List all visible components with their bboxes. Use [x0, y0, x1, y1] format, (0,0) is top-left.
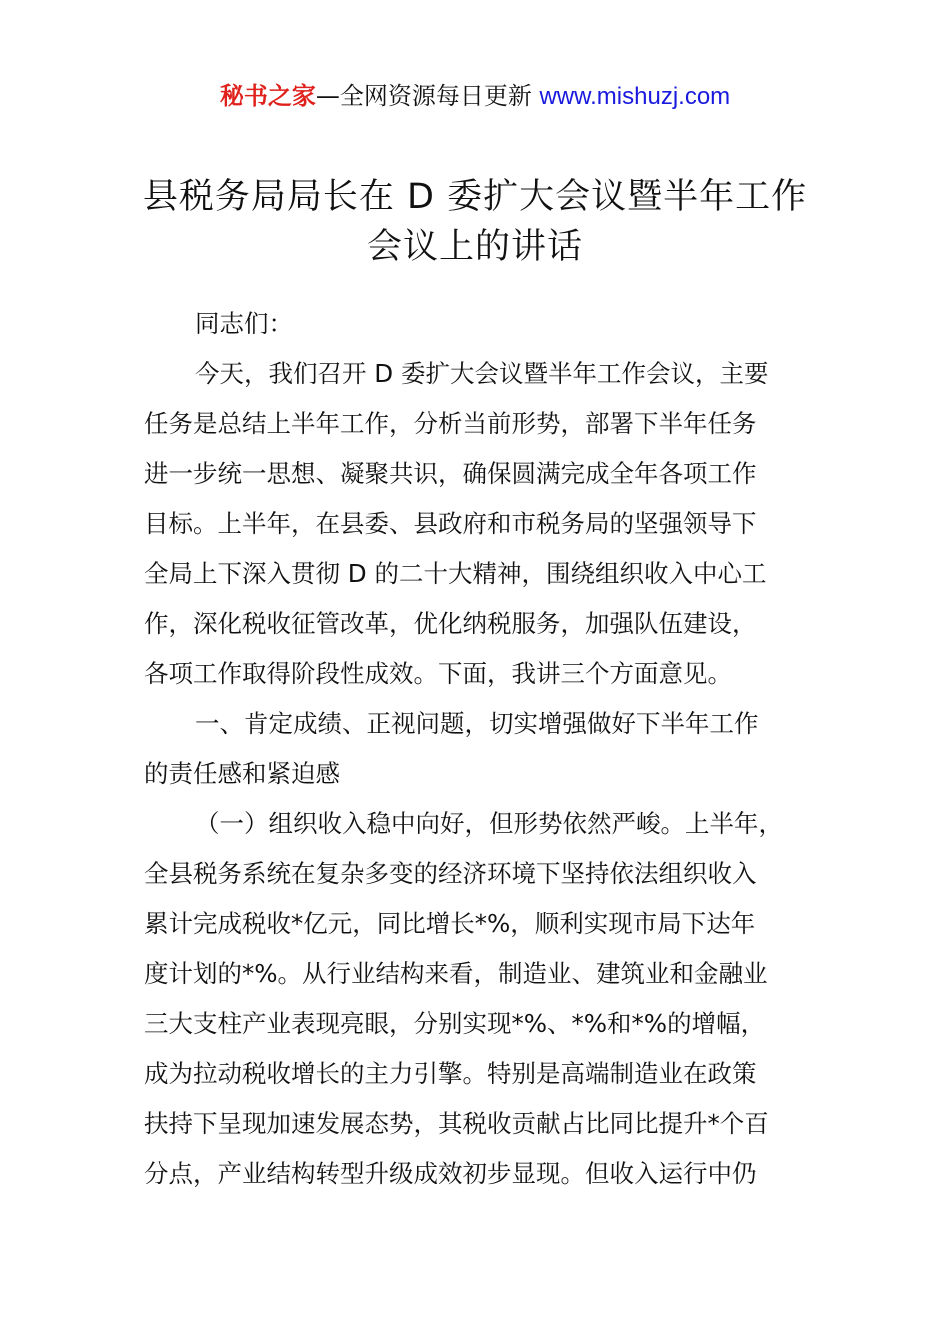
paragraph-line: 全县税务系统在复杂多变的经济环境下坚持依法组织收入: [144, 859, 757, 888]
paragraph-line: 扶持下呈现加速发展态势，其税收贡献占比同比提升*个百: [144, 1109, 769, 1138]
site-header: [0, 80, 950, 113]
paragraph-line: 目标。上半年，在县委、县政府和市税务局的坚强领导下: [144, 509, 757, 538]
paragraph-line: 分点，产业结构转型升级成效初步显现。但收入运行中仍: [144, 1159, 757, 1188]
title-line-1: 县税务局局长在 D 委扩大会议暨半年工作: [142, 177, 808, 217]
paragraph-line: 全局上下深入贯彻 D 的二十大精神，围绕组织收入中心工: [144, 559, 767, 588]
paragraph-line: 成为拉动税收增长的主力引擎。特别是高端制造业在政策: [144, 1059, 757, 1088]
paragraph-line: 累计完成税收*亿元，同比增长*%，顺利实现市局下达年: [144, 909, 756, 938]
paragraph-line: 任务是总结上半年工作，分析当前形势，部署下半年任务: [144, 409, 757, 438]
paragraph-line: （一）组织收入稳中向好，但形势依然严峻。上半年，: [195, 809, 783, 838]
paragraph-line: 度计划的*%。从行业结构来看，制造业、建筑业和金融业: [144, 959, 768, 988]
paragraph-line: 进一步统一思想、凝聚共识，确保圆满完成全年各项工作: [144, 459, 757, 488]
document-title: [100, 172, 850, 272]
salutation: 同志们：: [195, 309, 293, 338]
paragraph-line: 三大支柱产业表现亮眼，分别实现*%、*%和*%的增幅，: [144, 1009, 766, 1038]
section-heading: 的责任感和紧迫感: [144, 759, 340, 788]
document-body: [144, 299, 814, 1199]
title-line-2: 会议上的讲话: [366, 227, 583, 267]
paragraph-line: 今天，我们召开 D 委扩大会议暨半年工作会议，主要: [195, 359, 769, 388]
site-url-link[interactable]: www.mishuzj.com: [539, 83, 731, 110]
site-slogan: —全网资源每日更新: [315, 82, 540, 110]
paragraph-line: 作，深化税收征管改革，优化纳税服务，加强队伍建设，: [144, 609, 757, 638]
section-heading: 一、肯定成绩、正视问题，切实增强做好下半年工作: [195, 709, 759, 738]
site-brand: 秘书之家: [219, 82, 316, 110]
paragraph-line: 各项工作取得阶段性成效。下面，我讲三个方面意见。: [144, 659, 732, 688]
